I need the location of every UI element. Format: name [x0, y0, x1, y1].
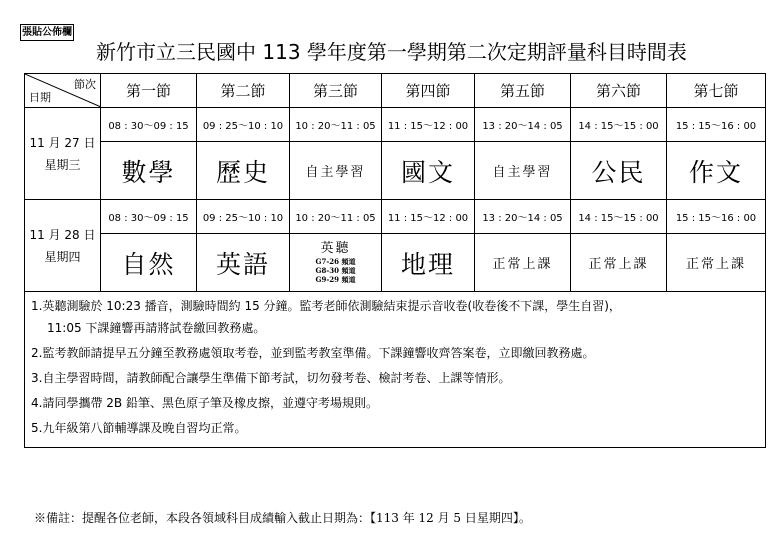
time-cell: 13 : 20～14 : 05 [475, 108, 571, 142]
subject-cell: 地理 [382, 234, 475, 292]
time-cell: 10 : 20～11 : 05 [290, 200, 382, 234]
notes-row [25, 292, 766, 448]
subject-cell: 歷史 [197, 142, 290, 200]
time-cell: 10 : 20～11 : 05 [290, 108, 382, 142]
time-cell: 14 : 15～15 : 00 [571, 108, 667, 142]
time-row [25, 200, 766, 234]
note-item: 11:05 下課鐘響再請將試卷繳回教務處。 [47, 321, 266, 335]
period-header: 第一節 [101, 74, 197, 108]
weekday: 星期三 [44, 157, 81, 172]
listening-subject: 英聽 [320, 241, 351, 256]
note-item: 3.自主學習時間，請教師配合讓學生準備下節考試，切勿發考卷、檢討考卷、上課等情形。 [31, 371, 511, 385]
note-item: 1.英聽測驗於 10:23 播音，測驗時間約 15 分鐘。監考老師依測驗結束提示音收卷(收卷後不下課，學生自習)， [31, 299, 621, 313]
time-row [25, 108, 766, 142]
subject-cell: 正常上課 [475, 234, 571, 292]
time-cell: 15 : 15～16 : 00 [667, 200, 766, 234]
subject-cell: 正常上課 [571, 234, 667, 292]
header-row [25, 74, 766, 108]
period-header: 第四節 [382, 74, 475, 108]
subject-cell: 國文 [382, 142, 475, 200]
listening-cell [290, 234, 382, 292]
listening-channel: G8-30 頻道 [315, 266, 356, 275]
footer-note: ※備註：提醒各位老師，本段各領域科目成績輸入截止日期為：【113 年 12 月 5 日星期四】。 [34, 511, 531, 525]
listening-channel: G9-29 頻道 [315, 275, 356, 284]
schedule-table [24, 73, 766, 448]
date-cell [25, 200, 101, 292]
page-title: 新竹市立三民國中 113 學年度第一學期第二次定期評量科目時間表 [96, 40, 687, 64]
subject-cell: 數學 [101, 142, 197, 200]
time-cell: 08 : 30～09 : 15 [101, 200, 197, 234]
time-cell: 15 : 15～16 : 00 [667, 108, 766, 142]
time-cell: 08 : 30～09 : 15 [101, 108, 197, 142]
date: 11 月 27 日 [29, 135, 96, 150]
time-cell: 13 : 20～14 : 05 [475, 200, 571, 234]
subject-cell: 作文 [667, 142, 766, 200]
subject-cell: 公民 [571, 142, 667, 200]
listening-channel: G7-26 頻道 [315, 257, 356, 266]
subject-cell: 英語 [197, 234, 290, 292]
note-item: 2.監考教師請提早五分鐘至教務處領取考卷，並到監考教室準備。下課鐘響收齊答案卷，立即繳回教務處。 [31, 346, 595, 360]
period-header: 第五節 [475, 74, 571, 108]
subject-cell: 自然 [101, 234, 197, 292]
notes-cell [25, 292, 766, 448]
note-item: 5.九年級第八節輔導課及晚自習均正常。 [31, 421, 247, 435]
corner-date-label: 日期 [29, 91, 51, 104]
bulletin-tag: 張貼公佈欄 [20, 24, 74, 41]
subject-cell: 自主學習 [290, 142, 382, 200]
subject-cell: 自主學習 [475, 142, 571, 200]
period-header: 第六節 [571, 74, 667, 108]
time-cell: 09 : 25～10 : 10 [197, 200, 290, 234]
note-item: 4.請同學攜帶 2B 鉛筆、黑色原子筆及橡皮擦，並遵守考場規則。 [31, 396, 378, 410]
corner-cell [25, 74, 101, 108]
time-cell: 11 : 15～12 : 00 [382, 108, 475, 142]
corner-period-label: 節次 [74, 78, 96, 91]
time-cell: 09 : 25～10 : 10 [197, 108, 290, 142]
subject-row [25, 234, 766, 292]
date: 11 月 28 日 [29, 227, 96, 242]
subject-cell: 正常上課 [667, 234, 766, 292]
weekday: 星期四 [44, 249, 81, 264]
subject-row [25, 142, 766, 200]
date-cell [25, 108, 101, 200]
time-cell: 14 : 15～15 : 00 [571, 200, 667, 234]
period-header: 第二節 [197, 74, 290, 108]
time-cell: 11 : 15～12 : 00 [382, 200, 475, 234]
period-header: 第三節 [290, 74, 382, 108]
period-header: 第七節 [667, 74, 766, 108]
